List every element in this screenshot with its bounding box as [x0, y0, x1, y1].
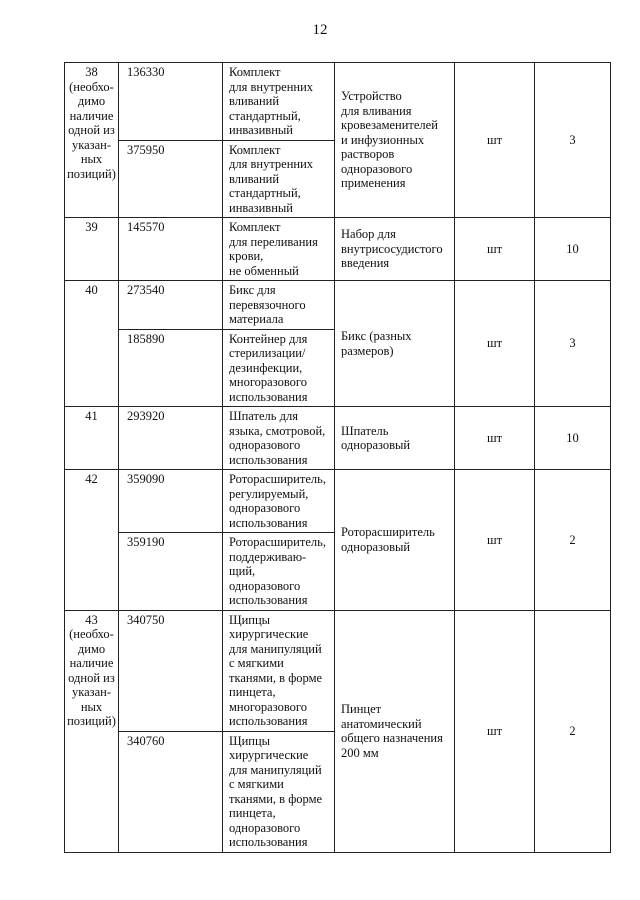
equipment-name: Бикс (разных размеров) — [335, 281, 455, 407]
equipment-name: Пинцет анатомический общего назначения 200 мм — [335, 610, 455, 852]
quantity: 10 — [535, 218, 611, 281]
unit-of-measure: шт — [455, 281, 535, 407]
equipment-table — [64, 62, 611, 853]
position-number: 40 — [65, 281, 119, 407]
device-name: Комплект для переливания крови, не обменный — [223, 218, 335, 281]
device-code: 185890 — [119, 329, 223, 407]
position-number: 38 (необхо- димо наличие одной из указан- ных позиций) — [65, 63, 119, 218]
quantity: 2 — [535, 470, 611, 611]
device-name: Контейнер для стерилизации/ дезинфекции, многоразового использования — [223, 329, 335, 407]
table-row — [65, 218, 611, 281]
quantity: 2 — [535, 610, 611, 852]
quantity: 3 — [535, 63, 611, 218]
device-name: Роторасширитель, регулируемый, одноразового использования — [223, 470, 335, 533]
position-number: 42 — [65, 470, 119, 611]
position-number: 39 — [65, 218, 119, 281]
device-name: Роторасширитель, поддерживаю- щий, одноразового использования — [223, 533, 335, 611]
table-row — [65, 610, 611, 731]
device-code: 136330 — [119, 63, 223, 141]
device-code: 359090 — [119, 470, 223, 533]
device-code: 293920 — [119, 407, 223, 470]
quantity: 3 — [535, 281, 611, 407]
position-number: 43 (необхо- димо наличие одной из указан- ных позиций) — [65, 610, 119, 852]
position-number: 41 — [65, 407, 119, 470]
device-code: 375950 — [119, 140, 223, 218]
quantity: 10 — [535, 407, 611, 470]
device-code: 340760 — [119, 731, 223, 852]
device-name: Бикс для перевязочного материала — [223, 281, 335, 330]
equipment-name: Шпатель одноразовый — [335, 407, 455, 470]
page-number: 12 — [312, 22, 328, 38]
equipment-name: Роторасширитель одноразовый — [335, 470, 455, 611]
equipment-name: Набор для внутрисосудистого введения — [335, 218, 455, 281]
table-row — [65, 407, 611, 470]
unit-of-measure: шт — [455, 63, 535, 218]
table-row — [65, 281, 611, 330]
device-code: 273540 — [119, 281, 223, 330]
equipment-name: Устройство для вливания кровезаменителей и инфузионных растворов одноразового применения — [335, 63, 455, 218]
table-row — [65, 470, 611, 533]
table-row — [65, 63, 611, 141]
device-name: Щипцы хирургические для манипуляций с мягкими тканями, в форме пинцета, многоразового использования — [223, 610, 335, 731]
unit-of-measure: шт — [455, 218, 535, 281]
device-name: Шпатель для языка, смотровой, одноразового использования — [223, 407, 335, 470]
unit-of-measure: шт — [455, 470, 535, 611]
unit-of-measure: шт — [455, 407, 535, 470]
device-code: 340750 — [119, 610, 223, 731]
device-name: Комплект для внутренних вливаний стандартный, инвазивный — [223, 140, 335, 218]
device-name: Щипцы хирургические для манипуляций с мягкими тканями, в форме пинцета, одноразового использования — [223, 731, 335, 852]
unit-of-measure: шт — [455, 610, 535, 852]
device-name: Комплект для внутренних вливаний стандартный, инвазивный — [223, 63, 335, 141]
device-code: 359190 — [119, 533, 223, 611]
device-code: 145570 — [119, 218, 223, 281]
